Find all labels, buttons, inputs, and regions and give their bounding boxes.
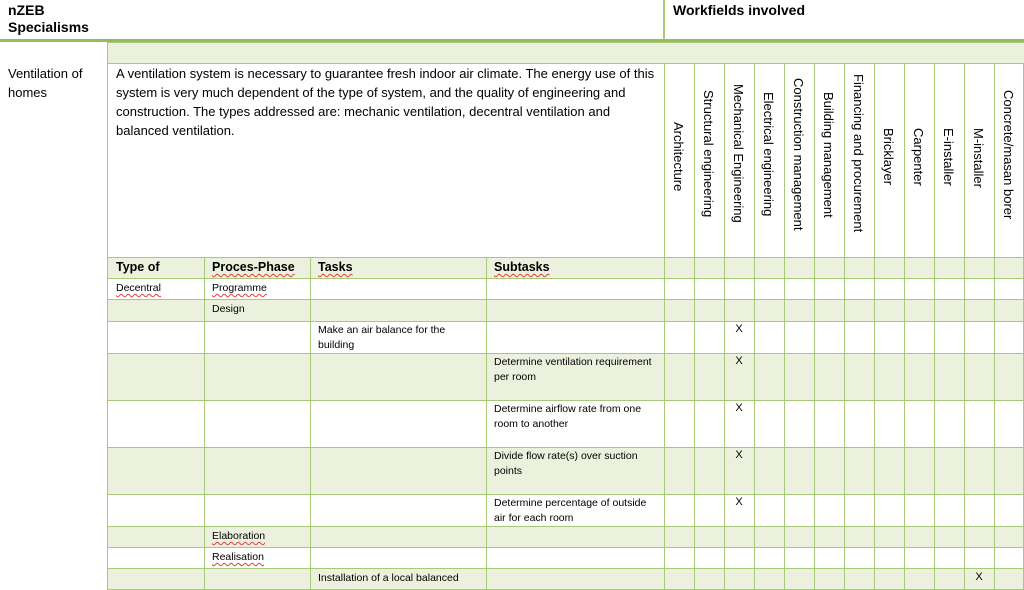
workfield-mark: X: [735, 355, 743, 367]
type-cell: Decentral: [116, 282, 161, 294]
grid-line: [204, 258, 205, 590]
task-cell: Installation of a local balanced: [318, 572, 459, 584]
column-header-tasks: Tasks: [318, 260, 353, 274]
workfield-construction-management: Construction management: [791, 78, 806, 231]
specialisms-title: nZEB Specialisms: [8, 2, 89, 35]
specialism-description: A ventilation system is necessary to guarantee fresh indoor air climate. The energy use of this system is very much dependent of the type of system, and the quality of engineering and construction. The types addressed are: mechanic ventilation, decentral ventilation and balanced ventilation.: [116, 66, 655, 138]
workfield-carpenter: Carpenter: [911, 128, 926, 186]
subtask-cell: Determine percentage of outside air for each room: [494, 497, 647, 524]
subtask-cell: Determine ventilation requirement per room: [494, 356, 652, 383]
workfield-building-management: Building management: [821, 92, 836, 218]
grid-line: [107, 42, 108, 590]
phase-cell: Elaboration: [212, 530, 266, 542]
workfield-mark: X: [735, 402, 743, 414]
phase-cell: Realisation: [212, 551, 264, 563]
workfield-financing-procurement: Financing and procurement: [851, 74, 866, 233]
workfield-mark: X: [735, 496, 743, 508]
column-header-phase: Proces-Phase: [212, 260, 295, 274]
workfield-mechanical-engineering: Mechanical Engineering: [731, 84, 746, 223]
task-cell: Make an air balance for the building: [318, 324, 446, 351]
grid-line: [107, 547, 1024, 548]
column-header-type: Type of: [116, 260, 160, 274]
grid-line: [107, 400, 1024, 401]
workfield-mark: X: [975, 571, 983, 583]
workfield-structural-engineering: Structural engineering: [701, 90, 716, 218]
workfield-bricklayer: Bricklayer: [881, 128, 896, 186]
grid-line: [107, 42, 1024, 43]
phase-cell: Programme: [212, 282, 267, 294]
grid-line: [310, 258, 311, 590]
grid-line: [107, 494, 1024, 495]
workfield-e-installer: E-installer: [941, 128, 956, 186]
top-spacer-band: [108, 42, 1024, 63]
subtask-cell: Divide flow rate(s) over suction points: [494, 450, 638, 477]
grid-line: [107, 526, 1024, 527]
phase-cell: Design: [212, 303, 245, 315]
grid-line: [107, 321, 1024, 322]
workfield-m-installer: M-installer: [971, 128, 986, 188]
header-left-cell: [0, 0, 663, 40]
specialism-name: Ventilation of homes: [8, 66, 83, 100]
grid-line: [107, 447, 1024, 448]
grid-line: [486, 258, 487, 590]
workfield-mark: X: [735, 449, 743, 461]
row-band-installation: [108, 569, 1024, 590]
grid-line: [107, 353, 1024, 354]
column-header-subtasks: Subtasks: [494, 260, 550, 274]
workfield-concrete-masan-borer: Concrete/masan borer: [1001, 90, 1016, 220]
subtask-cell: Determine airflow rate from one room to another: [494, 403, 642, 430]
workfields-title: Workfields involved: [673, 2, 805, 18]
workfield-architecture: Architecture: [671, 122, 686, 192]
workfield-electrical-engineering: Electrical engineering: [761, 92, 776, 217]
grid-line: [107, 568, 1024, 569]
grid-line: [107, 63, 1024, 64]
header-divider: [663, 0, 665, 40]
workfield-mark: X: [735, 323, 743, 335]
